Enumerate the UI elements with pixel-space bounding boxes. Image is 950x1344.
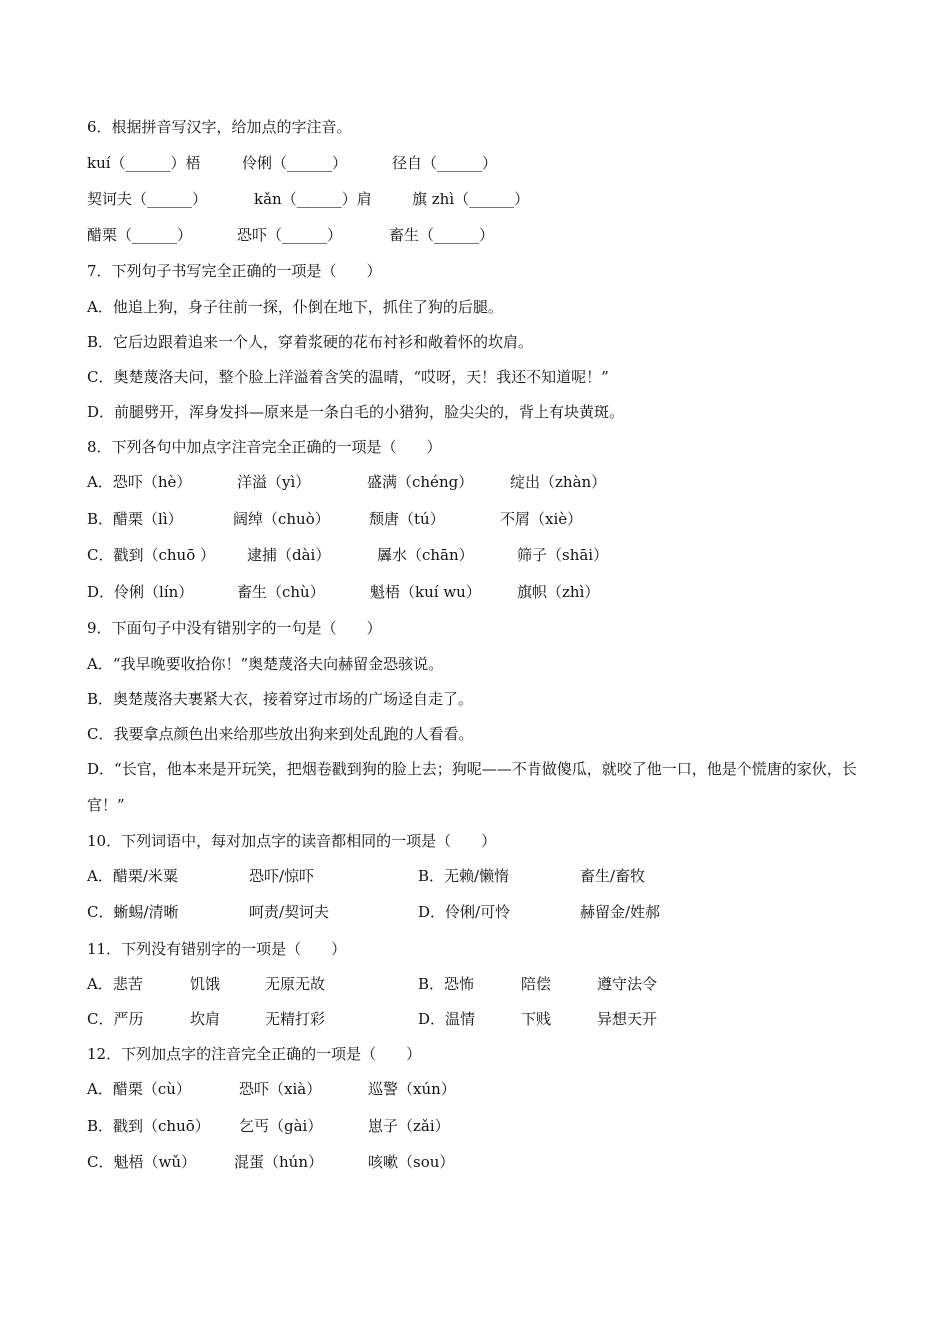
q8-b-2: 阔绰（chuò） xyxy=(233,510,330,528)
q8-c-1: C．戳到（chuō ） xyxy=(87,546,215,564)
q11-b-1: B．恐怖 xyxy=(418,975,475,993)
q12-c-1: C．魁梧（wǔ） xyxy=(87,1153,196,1171)
q6-item: 径自（______） xyxy=(392,154,498,172)
q8-a-2: 洋溢（yì） xyxy=(237,473,311,491)
q12-c-2: 混蛋（hún） xyxy=(234,1153,323,1171)
q11-a-2: 饥饿 xyxy=(190,975,221,993)
q6-item: 伶俐（______） xyxy=(242,154,348,172)
q11-d-3: 异想天开 xyxy=(597,1010,658,1028)
q8-d-2: 畜生（chù） xyxy=(237,583,325,601)
q6-item: 畜生（______） xyxy=(389,226,495,244)
q7-option-a: A．他追上狗，身子往前一探，仆倒在地下，抓住了狗的后腿。 xyxy=(87,298,503,316)
q6-item: 旗 zhì（______） xyxy=(412,190,530,208)
q8-c-2: 逮捕（dài） xyxy=(247,546,331,564)
q9-option-b: B．奥楚蔑洛夫裹紧大衣，接着穿过市场的广场迳自走了。 xyxy=(87,690,474,708)
q12-title: 12．下列加点字的注音完全正确的一项是（ ） xyxy=(87,1045,422,1063)
q7-option-c: C．奥楚蔑洛夫问，整个脸上洋溢着含笑的温晴，“哎呀，天！我还不知道呢！” xyxy=(87,368,609,386)
q8-d-4: 旗帜（zhì） xyxy=(517,583,600,601)
q12-a-3: 巡警（xún） xyxy=(368,1080,456,1098)
q11-title: 11．下列没有错别字的一项是（ ） xyxy=(87,940,347,958)
q9-option-a: A．“我早晚要收拾你！”奥楚蔑洛夫向赫留金恐骇说。 xyxy=(87,655,444,673)
q7-title: 7．下列句子书写完全正确的一项是（ ） xyxy=(87,262,382,280)
q6-item: kuí（______）梧 xyxy=(87,154,201,172)
q10-b-2: 畜生/畜牧 xyxy=(580,867,646,885)
q11-a-3: 无原无故 xyxy=(265,975,326,993)
q8-d-3: 魁梧（kuí wu） xyxy=(370,583,481,601)
q12-a-1: A．醋栗（cù） xyxy=(87,1080,191,1098)
q8-b-3: 颓唐（tú） xyxy=(369,510,445,528)
q7-option-d: D．前腿劈开，浑身发抖—原来是一条白毛的小猎狗，脸尖尖的，背上有块黄斑。 xyxy=(87,403,625,421)
q8-title: 8．下列各句中加点字注音完全正确的一项是（ ） xyxy=(87,438,442,456)
q8-c-3: 羼水（chān） xyxy=(377,546,474,564)
q10-a-2: 恐吓/惊吓 xyxy=(249,867,315,885)
q9-option-d: D．“长官，他本来是开玩笑，把烟卷戳到狗的脸上去；狗呢——不肯做傻瓜，就咬了他一口，他是个慌唐的家伙，长官！” xyxy=(87,760,857,814)
q11-c-2: 坎肩 xyxy=(190,1010,221,1028)
q8-c-4: 筛子（shāi） xyxy=(517,546,609,564)
q9-title: 9．下面句子中没有错别字的一句是（ ） xyxy=(87,619,382,637)
q11-b-2: 陪偿 xyxy=(521,975,552,993)
q11-d-1: D．温情 xyxy=(418,1010,476,1028)
q10-a-1: A．醋栗/米粟 xyxy=(87,867,178,885)
q8-b-4: 不屑（xiè） xyxy=(500,510,583,528)
q11-d-2: 下贱 xyxy=(521,1010,552,1028)
q6-item: 恐吓（______） xyxy=(237,226,343,244)
q6-item: 契诃夫（______） xyxy=(87,190,208,208)
q12-b-1: B．戳到（chuō） xyxy=(87,1117,210,1135)
q7-option-b: B．它后边跟着追来一个人，穿着浆硬的花布衬衫和敞着怀的坎肩。 xyxy=(87,333,534,351)
q10-b-1: B．无赖/懒惰 xyxy=(418,867,510,885)
q11-c-1: C．严历 xyxy=(87,1010,144,1028)
q8-a-1: A．恐吓（hè） xyxy=(87,473,192,491)
q10-d-1: D．伶俐/可怜 xyxy=(418,903,511,921)
q11-c-3: 无精打彩 xyxy=(265,1010,326,1028)
q10-title: 10．下列词语中，每对加点字的读音都相同的一项是（ ） xyxy=(87,832,497,850)
q10-c-2: 呵责/契诃夫 xyxy=(249,903,330,921)
q12-b-3: 崽子（zǎi） xyxy=(368,1117,450,1135)
q10-c-1: C．蜥蜴/清晰 xyxy=(87,903,179,921)
q11-a-1: A．悲苦 xyxy=(87,975,143,993)
q12-a-2: 恐吓（xià） xyxy=(239,1080,322,1098)
q8-b-1: B．醋栗（lì） xyxy=(87,510,183,528)
q6-item: kǎn（______）肩 xyxy=(254,190,372,208)
q8-a-4: 绽出（zhàn） xyxy=(510,473,607,491)
q9-option-c: C．我要拿点颜色出来给那些放出狗来到处乱跑的人看看。 xyxy=(87,725,474,743)
q11-b-3: 遵守法令 xyxy=(597,975,658,993)
q8-d-1: D．伶俐（lín） xyxy=(87,583,194,601)
q6-item: 醋栗（______） xyxy=(87,226,193,244)
q12-c-3: 咳嗽（sou） xyxy=(368,1153,455,1171)
q6-title: 6．根据拼音写汉字，给加点的字注音。 xyxy=(87,118,352,136)
q8-a-3: 盛满（chéng） xyxy=(367,473,474,491)
q10-d-2: 赫留金/姓郝 xyxy=(580,903,661,921)
q12-b-2: 乞丐（gài） xyxy=(239,1117,323,1135)
